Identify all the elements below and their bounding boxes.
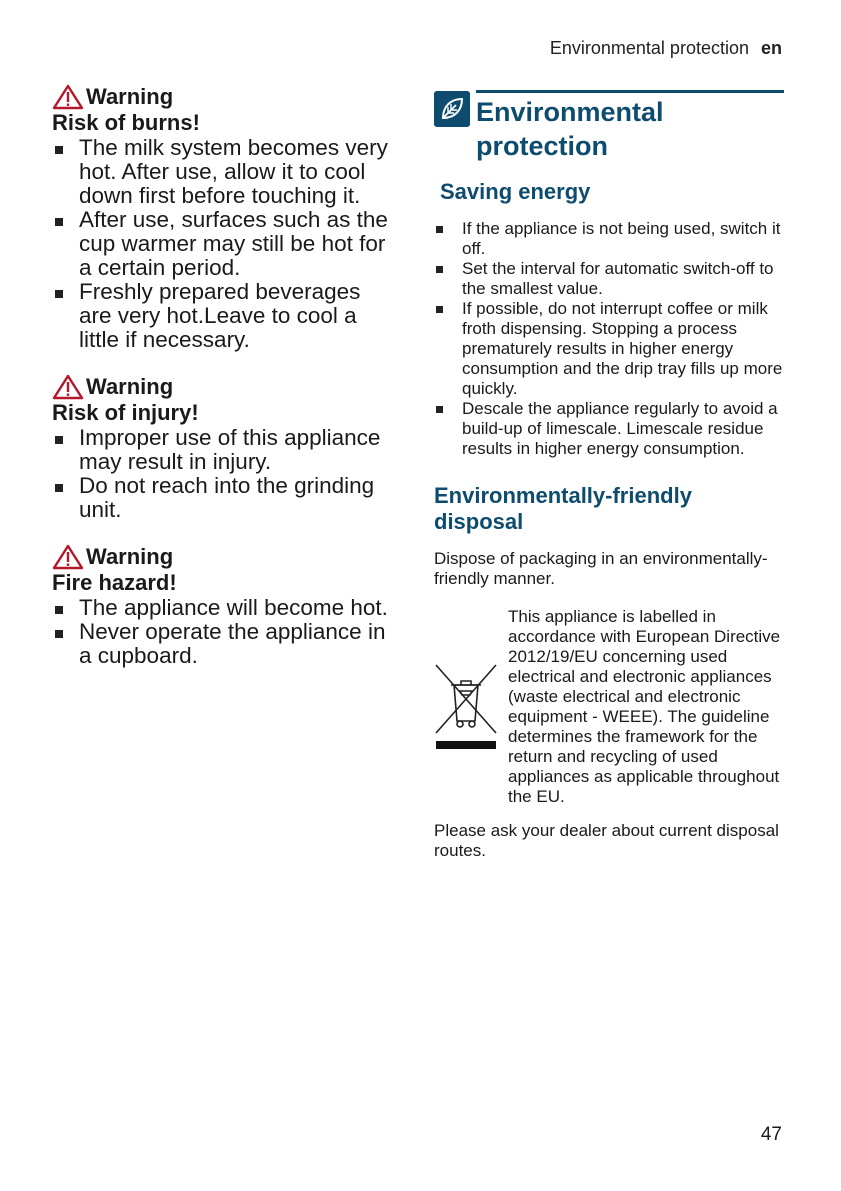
saving-energy-list — [434, 219, 784, 459]
list-item: If the appliance is not being used, switch it off. — [434, 219, 784, 259]
language-code: en — [760, 38, 782, 58]
crossed-bin-icon — [434, 609, 498, 807]
warning-heading — [52, 544, 397, 570]
disposal-intro: Dispose of packaging in an environmentally-friendly manner. — [434, 549, 768, 588]
warning-block-fire — [52, 544, 397, 668]
warning-list — [52, 136, 397, 352]
weee-notice — [434, 607, 784, 807]
list-item: Descale the appliance regularly to avoid a build-up of limescale. Limescale residue results in higher energy consumption. — [434, 399, 784, 459]
warning-heading — [52, 84, 397, 110]
list-item: Do not reach into the grinding unit. — [52, 474, 397, 522]
disposal-heading: Environmentally-friendly disposal — [434, 483, 692, 534]
safety-column — [52, 84, 397, 690]
saving-energy-heading: Saving energy — [440, 179, 591, 204]
warning-triangle-icon — [52, 374, 84, 400]
section-heading: Environmental protection — [476, 90, 784, 163]
page-number: 47 — [760, 1124, 782, 1145]
warning-triangle-icon — [52, 544, 84, 570]
list-item: Never operate the appliance in a cupboard. — [52, 620, 397, 668]
warning-label: Warning — [86, 374, 174, 399]
risk-title: Risk of injury! — [52, 400, 199, 425]
environment-column — [434, 90, 784, 861]
warning-label: Warning — [86, 544, 174, 569]
risk-title: Fire hazard! — [52, 570, 177, 595]
warning-triangle-icon — [52, 84, 84, 110]
warning-block-burns — [52, 84, 397, 352]
leaf-icon — [434, 91, 470, 127]
page-header — [550, 38, 782, 59]
weee-text: This appliance is labelled in accordance with European Directive 2012/19/EU concerning used electrical and electronic appliances (waste electrical and electronic equipment - WEEE). The guideline determines the framework for the return and recycling of used appliances as applicable throughout the EU. — [508, 607, 781, 806]
section-title: Environmental protection — [549, 38, 749, 58]
warning-heading — [52, 374, 397, 400]
warning-block-injury — [52, 374, 397, 522]
list-item: If possible, do not interrupt coffee or milk froth dispensing. Stopping a process prematurely results in higher energy consumption and the drip tray fills up more quickly. — [434, 299, 784, 399]
list-item: After use, surfaces such as the cup warmer may still be hot for a certain period. — [52, 208, 397, 280]
dealer-note: Please ask your dealer about current disposal routes. — [434, 821, 779, 860]
warning-label: Warning — [86, 84, 174, 109]
risk-title: Risk of burns! — [52, 110, 200, 135]
list-item: The appliance will become hot. — [52, 596, 397, 620]
environment-section-title — [434, 90, 784, 163]
warning-list — [52, 596, 397, 668]
list-item: The milk system becomes very hot. After use, allow it to cool down first before touching it. — [52, 136, 397, 208]
list-item: Freshly prepared beverages are very hot.Leave to cool a little if necessary. — [52, 280, 397, 352]
list-item: Set the interval for automatic switch-off to the smallest value. — [434, 259, 784, 299]
warning-list — [52, 426, 397, 522]
list-item: Improper use of this appliance may result in injury. — [52, 426, 397, 474]
